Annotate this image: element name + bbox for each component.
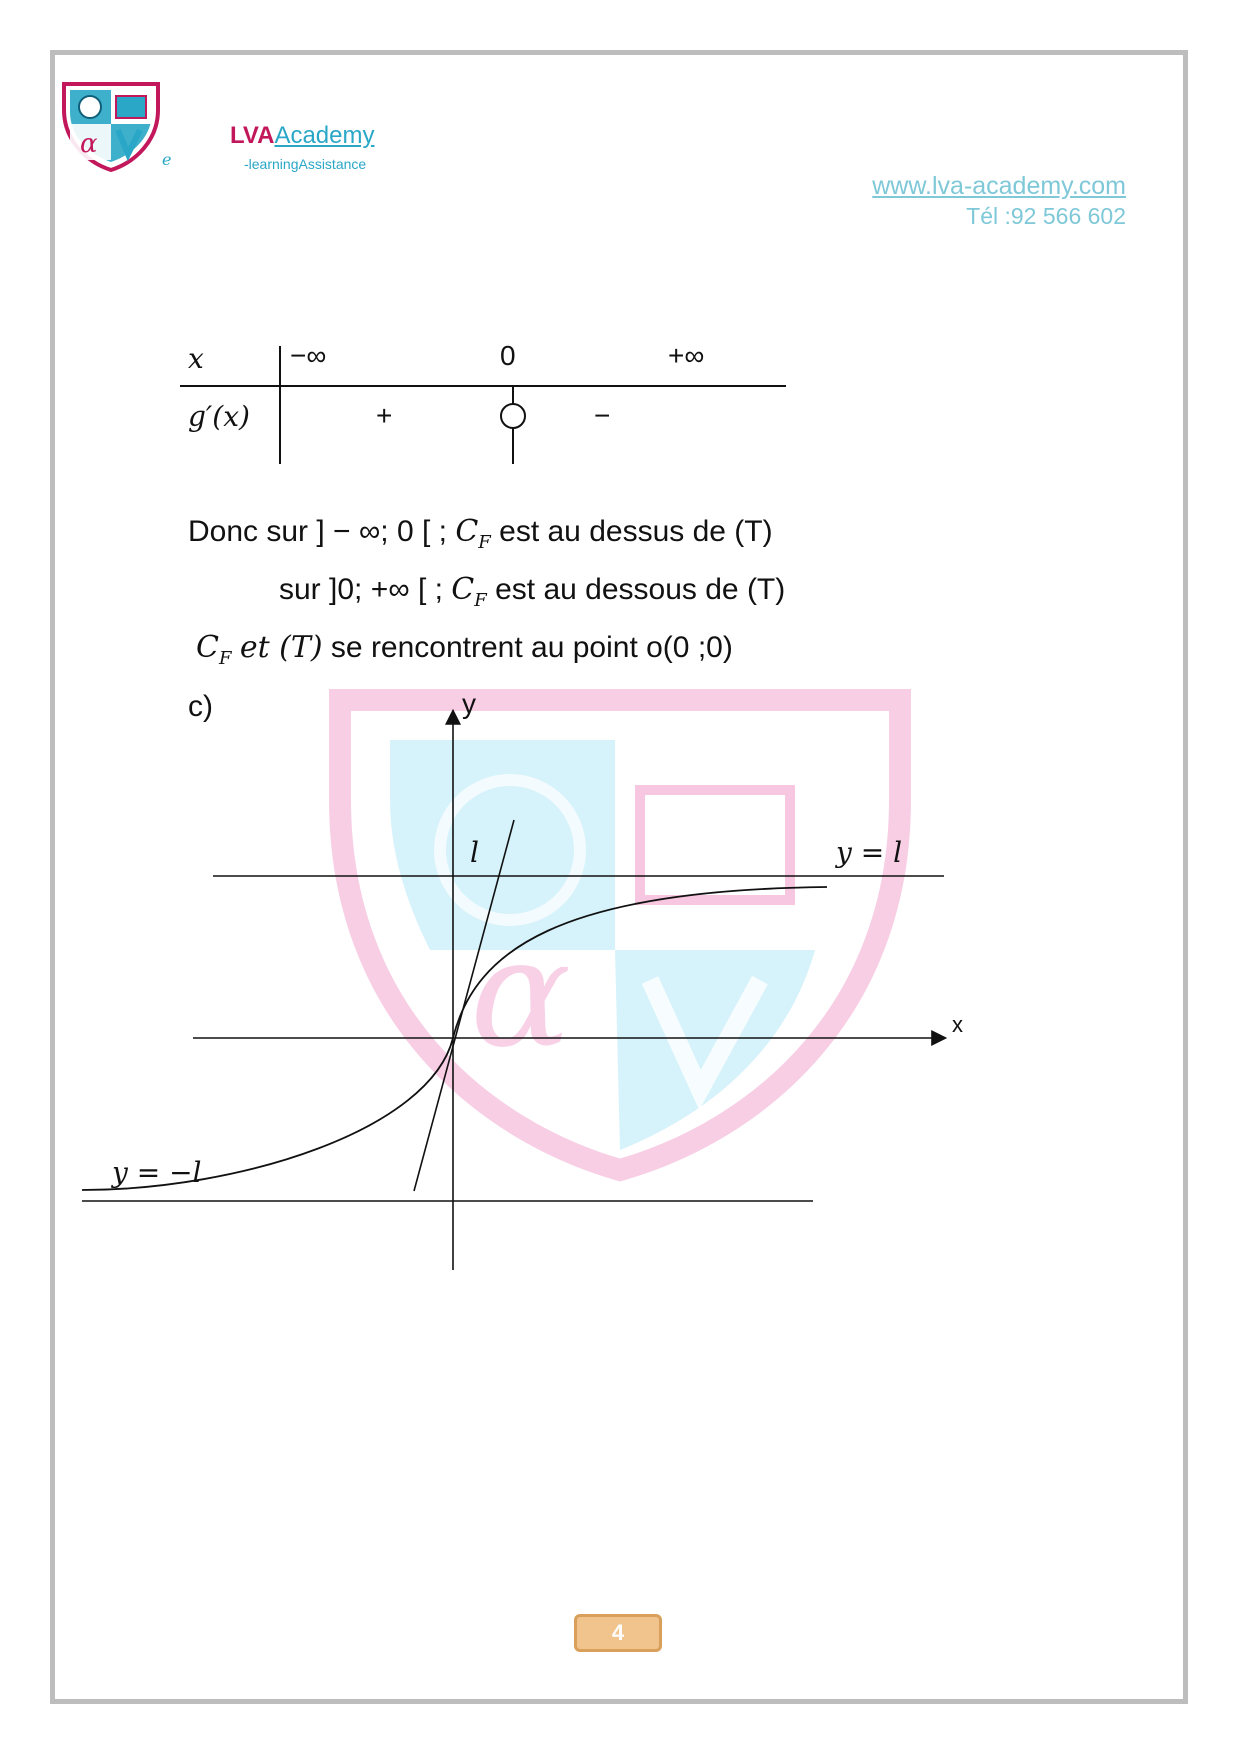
page-number-badge: 4 xyxy=(574,1614,662,1652)
y-axis-label: y xyxy=(462,688,476,719)
tangent-label: l xyxy=(470,836,479,869)
brand-academy: Academy xyxy=(274,122,375,149)
brand-lva: LVA xyxy=(230,122,275,149)
table-gprime-label: g′(x) xyxy=(188,400,250,433)
line2-cf: $C_F$ xyxy=(451,572,487,611)
line3-cf: $C_F$ xyxy=(196,630,232,669)
logo-letter-e: e xyxy=(162,150,172,169)
line1-suffix: est au dessus de (T) xyxy=(499,515,773,548)
table-plus-infinity: +∞ xyxy=(668,340,705,371)
line2-suffix: est au dessous de (T) xyxy=(495,573,786,606)
line2-prefix: sur ]0; +∞ [ ; xyxy=(279,573,443,606)
part-c-label: c) xyxy=(188,690,213,723)
table-x-label: x xyxy=(188,342,204,375)
line1-cf: $C_F$ xyxy=(455,514,491,553)
x-axis-label: x xyxy=(952,1012,963,1037)
line3-math: et (T) xyxy=(239,630,323,665)
lower-asymptote-label: y = −l xyxy=(112,1156,202,1189)
table-sign-positive: + xyxy=(376,400,393,431)
svg-text:α: α xyxy=(80,129,98,159)
brand-tagline: -learningAssistance xyxy=(244,156,367,172)
upper-asymptote-label: y = l xyxy=(836,836,903,869)
table-zero: 0 xyxy=(500,340,516,371)
svg-text:α: α xyxy=(470,907,572,1081)
table-sign-negative: − xyxy=(594,400,611,431)
website-link[interactable]: www.lva-academy.com xyxy=(872,172,1126,200)
line3-suffix: se rencontrent au point o(0 ;0) xyxy=(330,631,733,664)
table-minus-infinity: −∞ xyxy=(290,340,327,371)
phone-number: Tél :92 566 602 xyxy=(966,203,1126,229)
line1-prefix: Donc sur ] − ∞; 0 [ ; xyxy=(188,515,447,548)
